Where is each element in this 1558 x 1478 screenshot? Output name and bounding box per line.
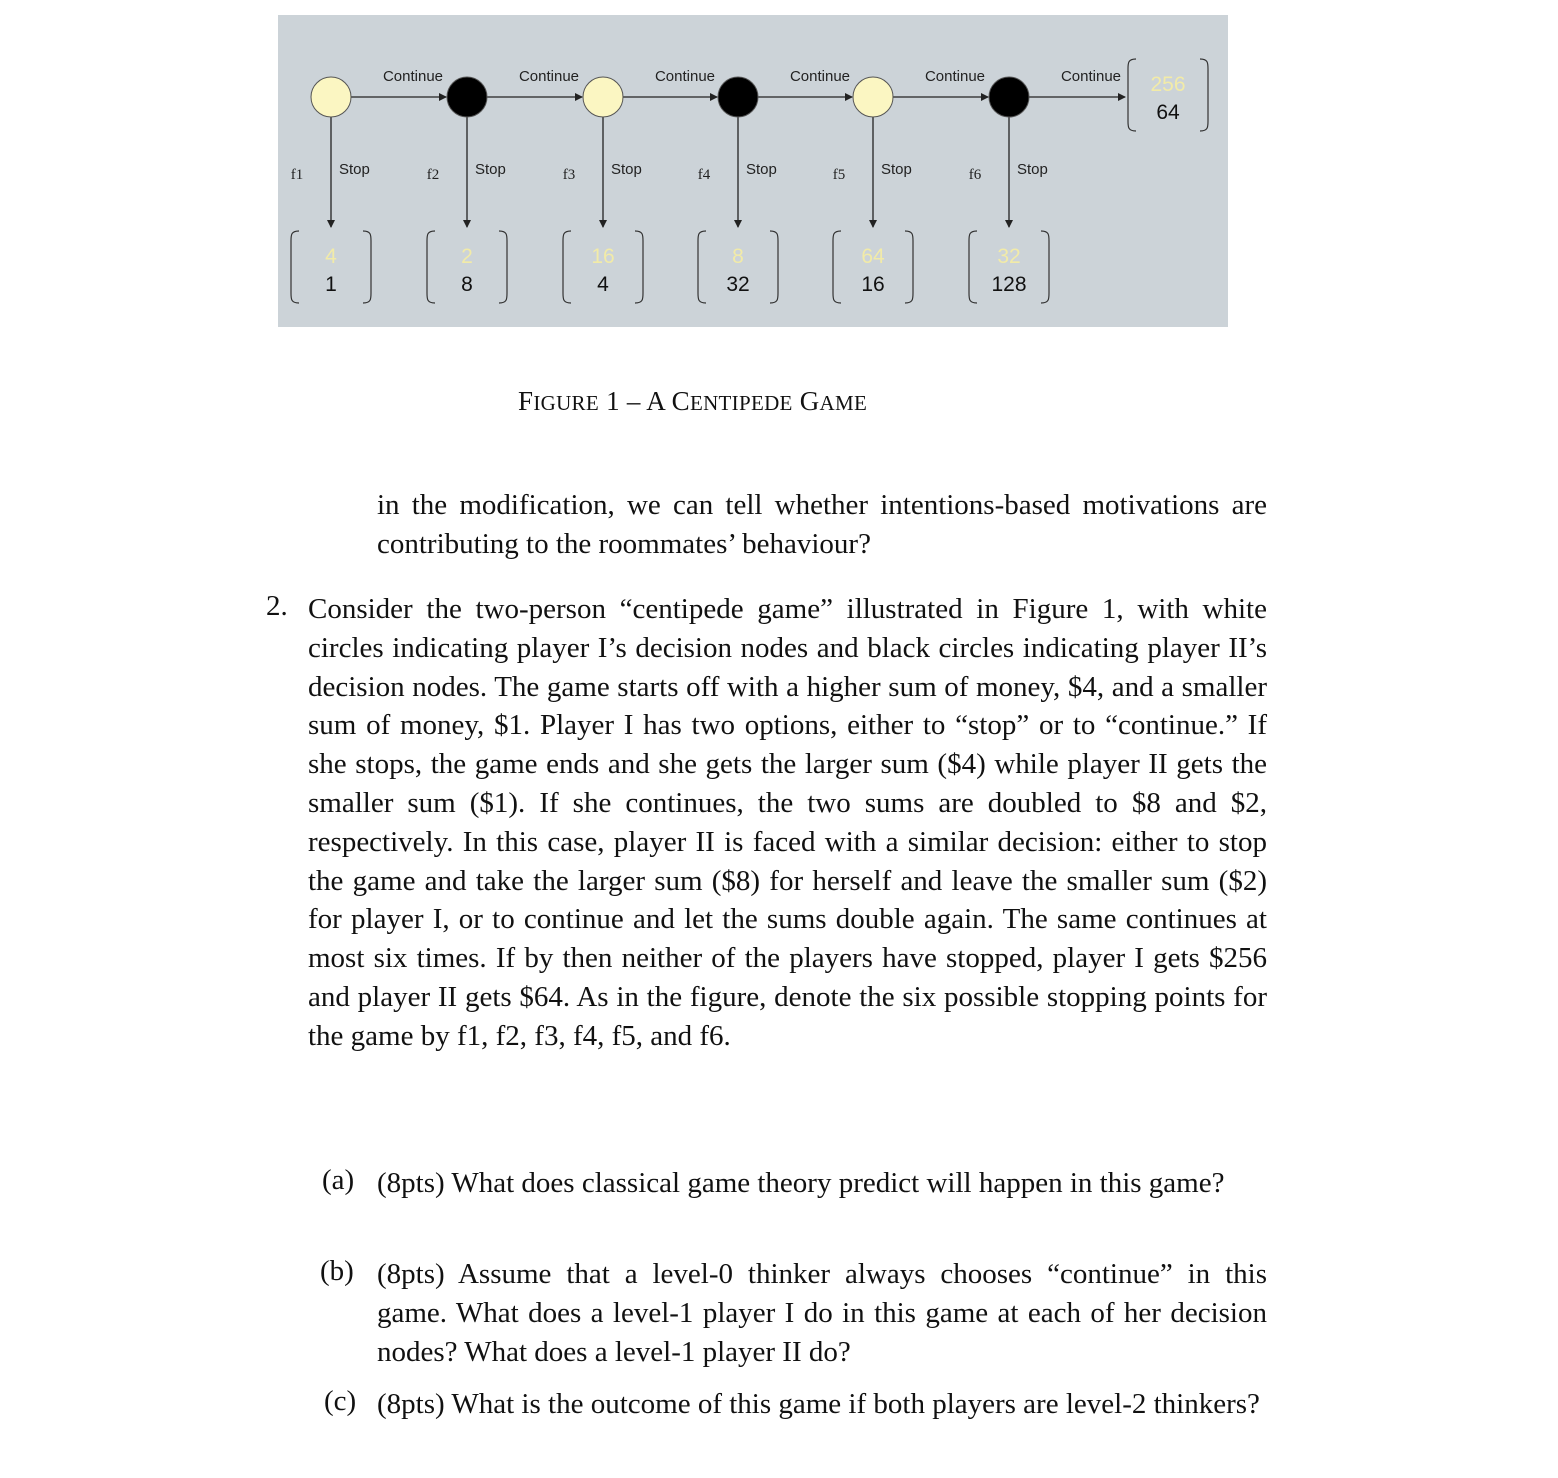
stop-label: Stop (881, 161, 912, 178)
stop-label: Stop (611, 161, 642, 178)
question-text: Consider the two-person “centipede game” illustrated in Figure 1, with white circles indicating player I’s decision nodes and black circles indicating player II’s decision nodes. The game starts off with a higher sum of money, $4, and a smaller sum of money, $1. Player I has two options, either to “stop” or to “continue.” If she stops, the game ends and she gets the larger sum ($4) while player II gets the smaller sum ($1). If she continues, the two sums are doubled to $8 and $2, respectively. In this case, player II is faced with a similar decision: either to stop the game and take the larger sum ($8) for herself and leave the smaller sum ($2) for player I, or to continue and let the sums double again. The same continues at most six times. If by then neither of the players have stopped, player I gets $256 and player II gets $64. As in the figure, denote the six possible stopping points for the game by f1, f2, f3, f4, f5, and f6. (308, 593, 1267, 1052)
final-payoff-player-one: 256 (1150, 73, 1186, 96)
player-one-node (583, 77, 623, 117)
player-two-node (989, 77, 1029, 117)
figure-caption: FIGURE 1 – A CENTIPEDE GAME (518, 386, 868, 416)
player-one-node (853, 77, 893, 117)
continue-label: Continue (518, 68, 580, 85)
payoff-player-one: 2 (461, 245, 473, 268)
payoff-right-bracket (770, 231, 778, 303)
stop-label: Stop (339, 161, 370, 178)
continue-label: Continue (789, 68, 851, 85)
payoff-left-bracket (291, 231, 299, 303)
payoff-player-one: 32 (997, 245, 1021, 268)
subquestion-b-label: (b) (320, 1255, 354, 1287)
payoff-player-two: 1 (325, 273, 337, 296)
payoff-right-bracket (905, 231, 913, 303)
payoff-player-one: 64 (861, 245, 885, 268)
continue-label: Continue (1060, 68, 1122, 85)
payoff-left-bracket (427, 231, 435, 303)
continue-label: Continue (382, 68, 444, 85)
payoff-player-two: 16 (861, 273, 885, 296)
subquestion-a-text: (8pts) What does classical game theory predict will happen in this game? (377, 1167, 1225, 1199)
payoff-left-bracket (563, 231, 571, 303)
continue-label: Continue (654, 68, 716, 85)
payoff-player-one: 8 (732, 245, 744, 268)
subquestion-c-label: (c) (324, 1385, 357, 1417)
stopping-point-label: f4 (697, 167, 711, 183)
player-two-node (447, 77, 487, 117)
stop-label: Stop (1017, 161, 1048, 178)
subquestion-b-text: (8pts) Assume that a level-0 thinker always chooses “continue” in this game. What does a level-1 player I do in this game at each of her decision nodes? What does a level-1 player II do? (377, 1258, 1267, 1368)
centipede-figure (278, 15, 1228, 327)
payoff-player-two: 8 (461, 273, 473, 296)
continue-label: Continue (924, 68, 986, 85)
subquestion-a-label: (a) (322, 1164, 355, 1196)
payoff-right-bracket (635, 231, 643, 303)
stop-label: Stop (475, 161, 506, 178)
centipede-diagram (278, 15, 1228, 327)
stopping-point-label: f1 (290, 167, 304, 183)
subquestion-c-text: (8pts) What is the outcome of this game if both players are level-2 thinkers? (377, 1388, 1260, 1420)
payoff-player-two: 4 (597, 273, 609, 296)
final-payoff-player-two: 64 (1156, 101, 1180, 124)
intro-paragraph: in the modification, we can tell whether intentions-based motivations are contributing to the roommates’ behaviour? (377, 489, 1267, 560)
player-one-node (311, 77, 351, 117)
question-number: 2. (266, 590, 288, 622)
payoff-left-bracket (969, 231, 977, 303)
stopping-point-label: f2 (426, 167, 440, 183)
stopping-point-label: f3 (562, 167, 576, 183)
stop-label: Stop (746, 161, 777, 178)
stopping-point-label: f6 (968, 167, 982, 183)
stopping-point-label: f5 (832, 167, 846, 183)
final-payoff-left-bracket (1128, 59, 1136, 131)
payoff-player-one: 16 (591, 245, 615, 268)
payoff-player-two: 32 (726, 273, 750, 296)
payoff-left-bracket (833, 231, 841, 303)
final-payoff-right-bracket (1200, 59, 1208, 131)
payoff-right-bracket (499, 231, 507, 303)
payoff-player-one: 4 (325, 245, 337, 268)
payoff-right-bracket (1041, 231, 1049, 303)
payoff-right-bracket (363, 231, 371, 303)
payoff-player-two: 128 (991, 273, 1027, 296)
player-two-node (718, 77, 758, 117)
payoff-left-bracket (698, 231, 706, 303)
